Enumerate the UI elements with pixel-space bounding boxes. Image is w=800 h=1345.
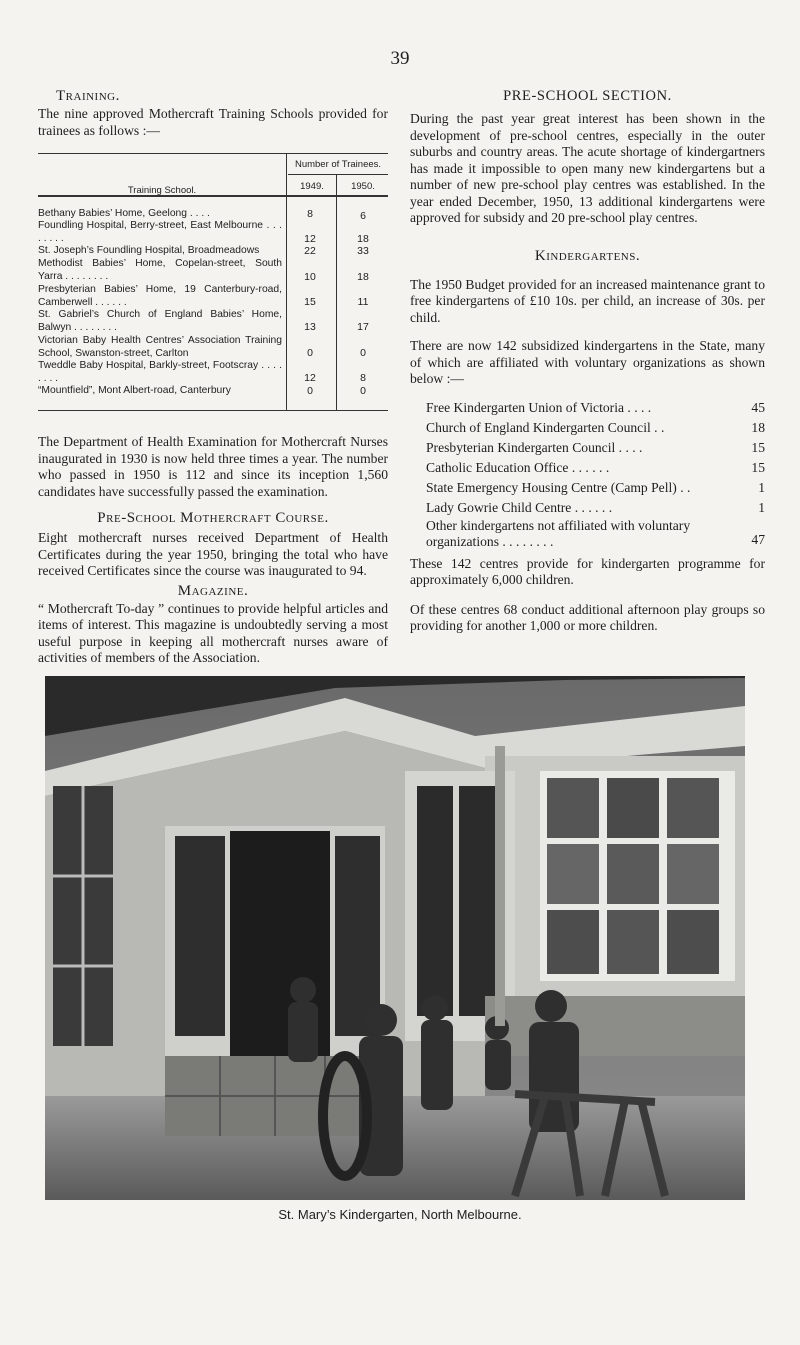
- list-item: [426, 438, 765, 458]
- list-item-count: 1: [758, 499, 765, 515]
- kindergarten-photo: [45, 676, 745, 1200]
- list-item-name: Other kindergartens not affiliated with voluntary organizations . . . . . . . .: [426, 517, 691, 549]
- table-cell: 15: [304, 296, 316, 308]
- table-subheader-rule: [288, 174, 388, 175]
- list-item: [426, 478, 765, 498]
- table-top-rule: [38, 153, 388, 154]
- table-bottom-rule: [38, 410, 388, 411]
- list-item-count: 45: [751, 399, 765, 415]
- list-item-count: 15: [751, 459, 765, 475]
- table-cell: 18: [357, 233, 369, 245]
- training-table: [38, 153, 388, 411]
- table-cell: 0: [307, 385, 313, 397]
- magazine-heading: Magazine.: [177, 582, 249, 599]
- table-cell: 17: [357, 321, 369, 333]
- kindergartens-heading: Kindergartens.: [534, 247, 641, 264]
- table-cell: 12: [304, 233, 316, 245]
- list-item-count: 15: [751, 439, 765, 455]
- table-cell: 8: [307, 208, 313, 220]
- col-header-1950: 1950.: [351, 181, 375, 192]
- table-row-school: St. Joseph’s Foundling Hospital, Broadmeadows: [38, 245, 260, 256]
- left-column: [38, 88, 388, 667]
- section-paragraph: During the past year great interest has been shown in the development of pre-school centres, especially in the outer suburbs and country areas. The acute shortage of kindergartners has made it impossible to open many new kindergartens but a number of new pre-school play centres was established. In the year ended December, 1950, 13 additional kindergartens were approved for subsidy and 20 pre-school play centres.: [410, 111, 765, 225]
- table-cell: 11: [357, 296, 369, 308]
- table-cell: 18: [357, 271, 369, 283]
- col-header-1949: 1949.: [300, 181, 324, 192]
- training-heading: Training.: [56, 88, 120, 104]
- afternoon-paragraph: Of these centres 68 conduct additional afternoon play groups so providing for another 1,000 or more children.: [410, 601, 765, 633]
- table-row-school: Tweddle Baby Hospital, Barkly-street, Footscray . . . . . . . .: [38, 360, 282, 384]
- table-cell: 12: [304, 372, 316, 384]
- table-row-school: St. Gabriel’s Church of England Babies’ Home, Balwyn . . . . . . . .: [38, 309, 282, 333]
- magazine-paragraph: “ Mothercraft To-day ” continues to provide helpful articles and items of interest. This magazine is undoubtedly serving a most useful purpose in keeping all mothercraft nurses aware of activities of members of the Association.: [38, 600, 388, 665]
- table-row-school: Bethany Babies’ Home, Geelong . . . .: [38, 208, 210, 219]
- list-item: [426, 498, 765, 518]
- centres-paragraph: These 142 centres provide for kindergarten programme for approximately 6,000 children.: [410, 555, 765, 587]
- list-item: [426, 418, 765, 438]
- section-heading: PRE-SCHOOL SECTION.: [503, 88, 672, 104]
- budget-paragraph: The 1950 Budget provided for an increased maintenance grant to free kindergartens of £10 10s. per child, an increase of 30s. per child.: [410, 276, 765, 325]
- list-item-name: Catholic Education Office . . . . . .: [426, 459, 610, 475]
- list-item-name: Free Kindergarten Union of Victoria . . . .: [426, 399, 652, 415]
- col-header-school: Training School.: [127, 185, 197, 196]
- table-cell: 10: [304, 271, 316, 283]
- course-heading: Pre-School Mothercraft Course.: [97, 510, 329, 526]
- table-header-rule: [38, 195, 388, 197]
- photo-caption: St. Mary’s Kindergarten, North Melbourne.: [278, 1207, 522, 1222]
- brick-wall: [485, 996, 745, 1056]
- list-item-count: 47: [751, 531, 765, 547]
- subsidized-paragraph: There are now 142 subsidized kindergartens in the State, many of which are affiliated with voluntary organizations as shown below :—: [410, 338, 765, 386]
- list-item-name: Presbyterian Kindergarten Council . . . .: [426, 439, 643, 455]
- list-item: [426, 518, 765, 550]
- right-column: [410, 88, 765, 635]
- table-cell: 0: [360, 347, 366, 359]
- kindergarten-list: [426, 398, 765, 550]
- list-item-count: 18: [751, 419, 765, 435]
- col-header-number: Number of Trainees.: [294, 159, 382, 170]
- list-item-name: Church of England Kindergarten Council . .: [426, 419, 665, 435]
- exam-paragraph: The Department of Health Examination for Mothercraft Nurses inaugurated in 1930 is now held three times a year. The number who passed in 1950 is 112 and since its inception 1,560 candidates have successfully passed the examination.: [38, 434, 388, 499]
- table-row-school: Victorian Baby Health Centres’ Association Training School, Swanston-street, Carlton: [38, 335, 282, 359]
- table-row-school: Presbyterian Babies’ Home, 19 Canterbury-road, Camberwell . . . . . .: [38, 284, 282, 308]
- table-row-school: Methodist Babies’ Home, Copelan-street, South Yarra . . . . . . . .: [38, 258, 282, 282]
- table-row-school: “Mountfield”, Mont Albert-road, Canterbury: [38, 385, 231, 396]
- list-item-count: 1: [758, 479, 765, 495]
- list-item-name: State Emergency Housing Centre (Camp Pell) . .: [426, 479, 691, 495]
- table-row-school: Foundling Hospital, Berry-street, East Melbourne . . . . . . . .: [38, 220, 282, 244]
- table-cell: 33: [357, 245, 369, 257]
- table-divider: [286, 153, 287, 411]
- training-intro: The nine approved Mothercraft Training Schools provided for trainees as follows :—: [38, 106, 388, 138]
- list-item-name: Lady Gowrie Child Centre . . . . . .: [426, 499, 613, 515]
- table-cell: 0: [307, 347, 313, 359]
- list-item: [426, 458, 765, 478]
- table-cell: 22: [304, 245, 316, 257]
- page-number: 39: [390, 48, 410, 69]
- list-item: [426, 398, 765, 418]
- table-cell: 8: [360, 372, 366, 384]
- course-paragraph: Eight mothercraft nurses received Department of Health Certificates during the year 1950, bringing the total who have received Certificates since the course was inaugurated to 94.: [38, 530, 388, 578]
- table-cell: 6: [360, 210, 366, 222]
- table-cell: 13: [304, 321, 316, 333]
- table-divider: [336, 174, 337, 411]
- table-cell: 0: [360, 385, 366, 397]
